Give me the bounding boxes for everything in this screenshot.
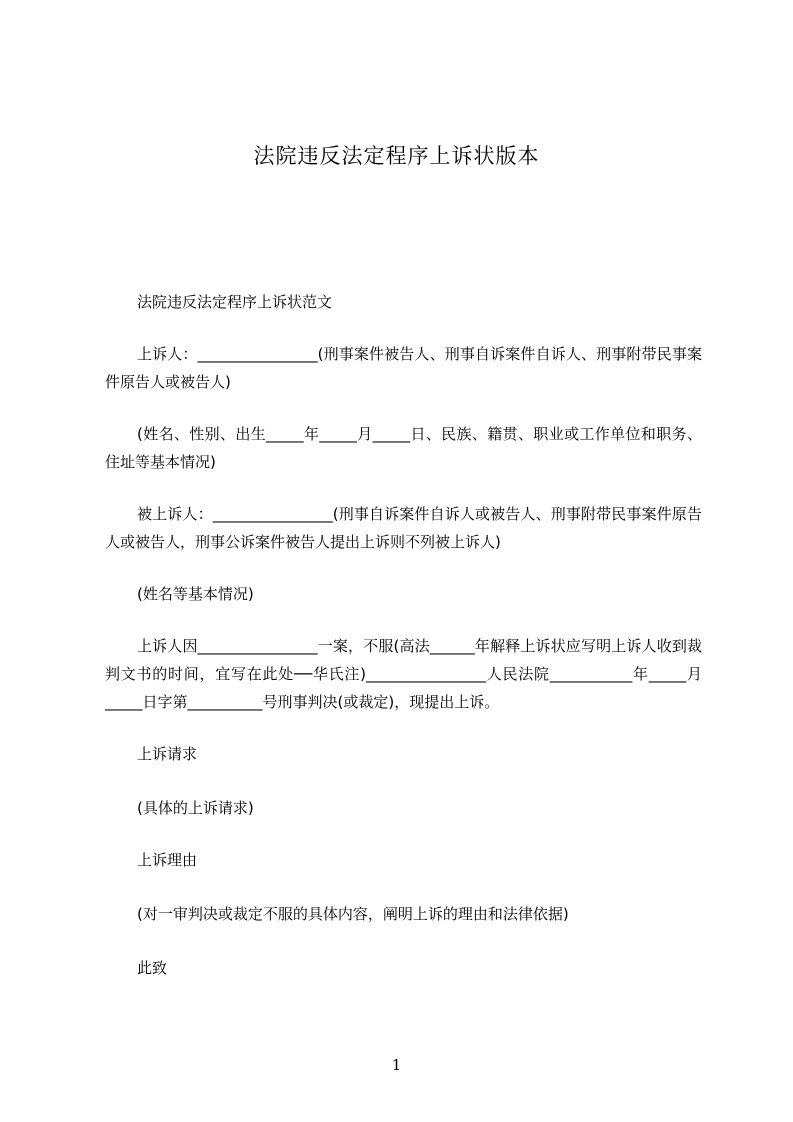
paragraph-appellant: 上诉人：________________(刑事案件被告人、刑事自诉案件自诉人、刑事附带民事案件原告人或被告人) [105, 345, 702, 391]
page-number: 1 [391, 1056, 402, 1074]
paragraph-appeal-request: (具体的上诉请求) [137, 799, 254, 817]
document-title: 法院违反法定程序上诉状版本 [253, 144, 540, 168]
paragraph-appellant-info: (姓名、性别、出生_____年_____月_____日、民族、籍贯、职业或工作单位和职务、住址等基本情况) [105, 425, 702, 471]
paragraph-appellee: 被上诉人：________________(刑事自诉案件自诉人或被告人、刑事附带民事案件原告人或被告人，刑事公诉案件被告人提出上诉则不列被上诉人) [105, 505, 702, 551]
heading-appeal-request: 上诉请求 [137, 745, 198, 763]
paragraph-intro: 法院违反法定程序上诉状范文 [137, 293, 333, 311]
paragraph-appeal-statement: 上诉人因________________一案，不服(高法______年解释上诉状应写明上诉人收到裁判文书的时间，宜写在此处──华氏注)________________人民法院___________年_____月_____日字第__________号刑事判决(或裁定)，现提出上诉。 [105, 637, 702, 711]
paragraph-closing: 此致 [137, 959, 168, 977]
heading-appeal-reason: 上诉理由 [137, 851, 198, 869]
paragraph-appeal-reason: (对一审判决或裁定不服的具体内容，阐明上诉的理由和法律依据) [137, 905, 569, 923]
paragraph-appellee-info: (姓名等基本情况) [137, 585, 254, 603]
